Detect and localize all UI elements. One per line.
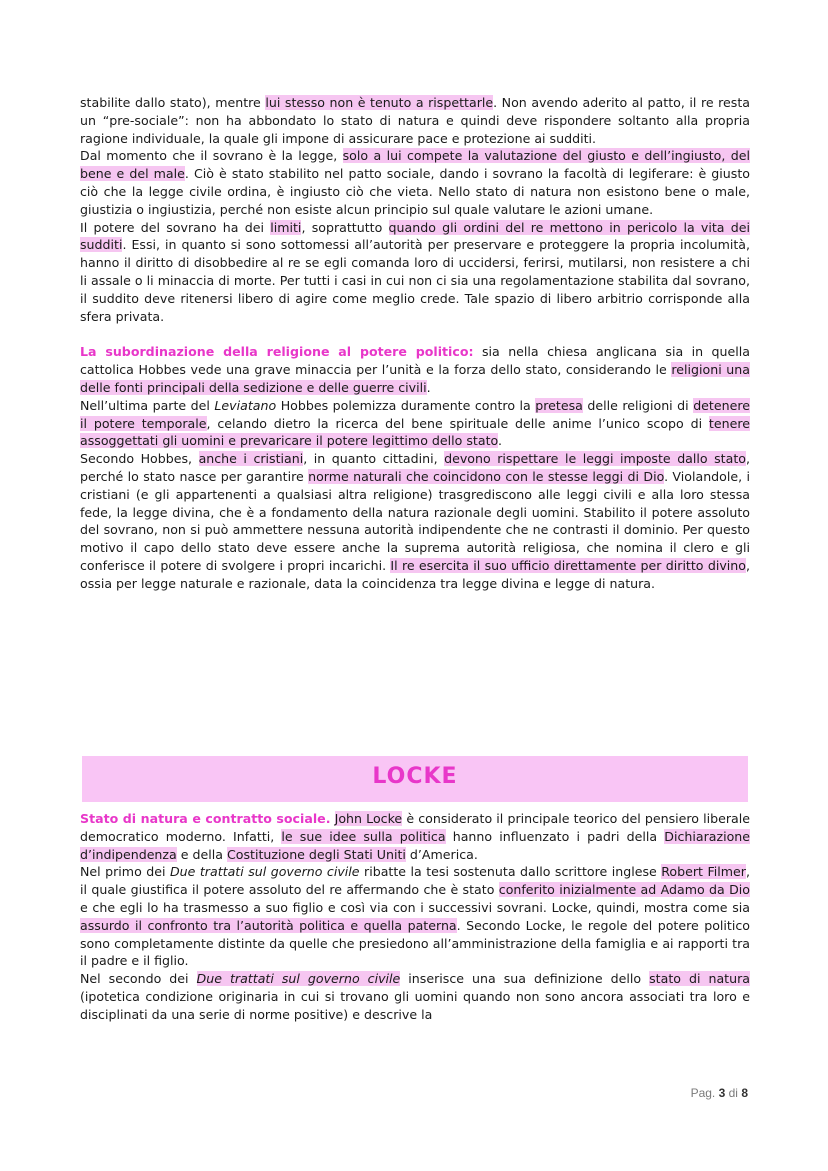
book-title: Due trattati sul governo civile (196, 971, 401, 987)
page-number: Pag. 3 di 8 (690, 1086, 748, 1100)
book-title: Leviatano (214, 397, 277, 413)
text: . Essi, in quanto si sono sottomessi all’autorità per preservare e proteggere la propria incolumità, hanno il diritto di disobbedire al re se egli comanda loro di uccidersi, ferirsi, mutilarsi, non resistere a chi li assale o li minaccia di morte. Per tutti i casi in cui non ci sia una regolamentazione stabilita dal sovrano, il suddito deve ritenersi libero di agire come meglio crede. Tale spazio di libero arbitrio corrisponde alla sfera privata. (80, 237, 750, 324)
highlight: anche i cristiani (198, 451, 304, 467)
section-heading: Stato di natura e contratto sociale. (80, 811, 331, 826)
text: , celando dietro la ricerca del bene spirituale delle anime l’unico scopo di (206, 415, 709, 431)
text: delle religioni di (582, 397, 694, 413)
text: Dal momento che il sovrano è la legge, (80, 148, 343, 164)
text: . Violandole, i cristiani (e gli appartenenti a qualsiasi altra religione) trasgrediscono alle leggi civili e alla loro stessa fede, la legge divina, che è a fondamento della natura razionale degli uomini. Stabilito il potere assoluto del sovrano, non si può ammettere nessuna autorità indipendente che ne contrasti il dominio. Per questo motivo il capo dello stato deve essere anche la suprema autorità religiosa, che nomina il clero e gli conferisce il potere di svolgere i propri incarichi. (80, 468, 750, 573)
highlight: quando gli ordini del re mettono in pericolo la vita dei sudditi (80, 219, 751, 253)
highlight: devono rispettare le leggi imposte dallo stato (444, 451, 746, 467)
text: è considerato il principale teorico del pensiero liberale democratico moderno. Infatti, (80, 811, 751, 844)
paragraph (80, 450, 750, 592)
text: , perché lo stato nasce per garantire (80, 451, 750, 484)
highlight: lui stesso non è tenuto a rispettarle (265, 95, 494, 110)
locke-section (80, 810, 750, 1024)
section-heading: La subordinazione della religione al potere politico: (80, 344, 474, 360)
text: . (498, 433, 503, 449)
text: Il potere del sovrano ha dei (80, 219, 271, 235)
text: stabilite dallo stato), mentre (80, 95, 266, 110)
paragraph (80, 147, 750, 218)
paragraph (80, 397, 750, 450)
text: , soprattutto (301, 219, 389, 235)
text: e della (176, 846, 227, 862)
highlight: solo a lui compete la valutazione del giusto e dell’ingiusto, del bene e del male (80, 148, 750, 182)
text: , il quale giustifica il potere assoluto del re affermando che è stato (80, 864, 750, 898)
highlight: Dichiarazione d’indipendenza (80, 828, 751, 862)
text: Hobbes polemizza duramente contro la (276, 397, 536, 413)
text: . Secondo Locke, le regole del potere politico sono completamente distinte da quelle che presiedono all’amministrazione della famiglia e ai rapporti tra il padre e il figlio. (80, 917, 750, 969)
hobbes-section (80, 94, 750, 593)
paragraph (80, 863, 750, 970)
paragraph (80, 94, 750, 147)
text: sia nella chiesa anglicana sia in quella cattolica Hobbes vede una grave minaccia per l’unità e la forza dello stato, considerando le (80, 344, 750, 378)
highlight: Il re esercita il suo ufficio direttamente per diritto divino (390, 557, 746, 573)
text: Nell’ultima parte del (80, 397, 215, 413)
text: d’America. (405, 846, 478, 862)
section-title: LOCKE (372, 764, 458, 789)
highlight: detenere il potere temporale (80, 397, 750, 431)
highlight: Robert Filmer (661, 864, 746, 880)
highlight: le sue idee sulla politica (281, 828, 446, 844)
highlight: pretesa (535, 397, 583, 413)
text: . (426, 379, 431, 395)
paragraph (80, 219, 750, 326)
section-banner (82, 756, 748, 802)
text: . Ciò è stato stabilito nel patto sociale, dando i sovrano la facoltà di legiferare: è giusto ciò che la legge civile ordina, è ingiusto ciò che vieta. Nello stato di natura non esistono bene o male, giustizia o ingiustizia, perché non esiste alcun principio sul quale valutare le azioni umane. (80, 166, 750, 217)
text: . Non avendo aderito al patto, il re resta un “pre-sociale”: non ha abbondato lo stato di natura e quindi deve rispondere soltanto alla propria ragione individuale, la quale gli impone di assicurare pace e protezione ai sudditi. (80, 95, 751, 146)
highlight: John Locke (334, 811, 403, 826)
highlight: limiti (270, 219, 302, 235)
text: , ossia per legge naturale e razionale, data la coincidenza tra legge divina e legge di natura. (80, 557, 750, 591)
paragraph (80, 810, 750, 863)
highlight: tenere assoggettati gli uomini e prevaricare il potere legittimo dello stato (80, 415, 750, 449)
highlight: norme naturali che coincidono con le stesse leggi di Dio (308, 468, 665, 484)
paragraph (80, 343, 750, 396)
text: Nel secondo dei (80, 971, 197, 987)
book-title: Due trattati sul governo civile (169, 864, 360, 880)
paragraph (80, 970, 750, 1023)
highlight: assurdo il confronto tra l’autorità politica e quella paterna (80, 917, 457, 933)
highlight: Costituzione degli Stati Uniti (226, 846, 406, 862)
text: e che egli lo ha trasmesso a suo figlio e così via con i successivi sovrani. Locke, quindi, mostra come sia (80, 899, 750, 915)
text: ribatte la tesi sostenuta dallo scrittore inglese (359, 864, 662, 880)
text: Nel primo dei (80, 864, 170, 880)
highlight: religioni una delle fonti principali della sedizione e delle guerre civili (80, 362, 750, 395)
text: Secondo Hobbes, (80, 451, 199, 467)
text: inserisce una sua definizione dello (400, 971, 650, 987)
highlight: stato di natura (649, 971, 751, 987)
text: , in quanto cittadini, (303, 451, 445, 467)
highlight: conferito inizialmente ad Adamo da Dio (498, 882, 750, 898)
text: hanno influenzato i padri della (445, 828, 665, 844)
text: (ipotetica condizione originaria in cui si trovano gli uomini quando non sono ancora associati tra loro e disciplinati da una serie di norme positive) e descrive la (80, 988, 750, 1022)
